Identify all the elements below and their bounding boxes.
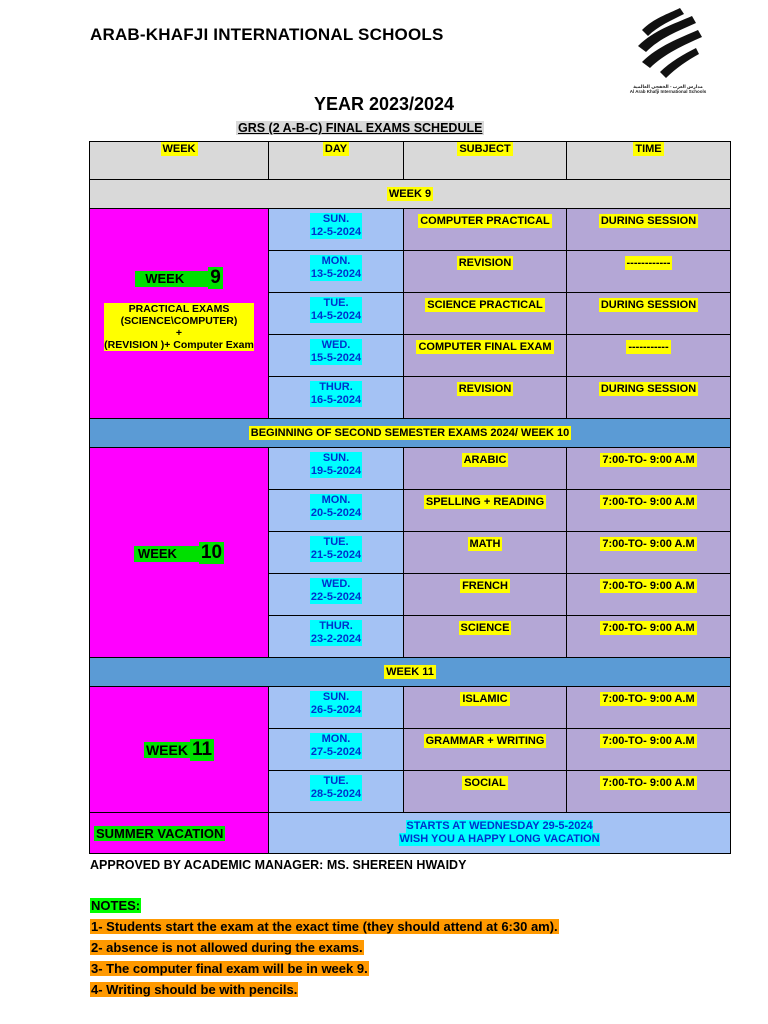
week11-number: 11 (191, 738, 213, 760)
subject-cell: GRAMMAR + WRITING (404, 729, 567, 771)
week9-cell (90, 209, 269, 419)
week10-number: 10 (200, 541, 223, 563)
logo-caption: مدارس العرب - الخفجي العالمية Al Arab Khafji International Schools (629, 84, 707, 94)
week11-banner-row (90, 658, 731, 687)
schedule-subtitle: GRS (2 A-B-C) FINAL EXAMS SCHEDULE (238, 121, 483, 135)
day-cell: WED. 15-5-2024 (269, 335, 404, 377)
summer-vacation-cell: SUMMER VACATION (90, 813, 269, 854)
time-cell: ------------ (567, 251, 731, 293)
note-2: 2- absence is not allowed during the exams. (91, 940, 363, 955)
vacation-message: STARTS AT WEDNESDAY 29-5-2024 WISH YOU A HAPPY LONG VACATION (269, 813, 731, 854)
time-cell: 7:00-TO- 9:00 A.M (567, 616, 731, 658)
week10-cell (90, 448, 269, 658)
school-name: ARAB-KHAFJI INTERNATIONAL SCHOOLS (90, 25, 444, 44)
subject-cell: SOCIAL (404, 771, 567, 813)
time-cell: 7:00-TO- 9:00 A.M (567, 771, 731, 813)
summer-row (90, 813, 731, 854)
header-subject: SUBJECT (404, 142, 567, 180)
subject-cell: COMPUTER FINAL EXAM (404, 335, 567, 377)
time-cell: 7:00-TO- 9:00 A.M (567, 490, 731, 532)
approved-by: APPROVED BY ACADEMIC MANAGER: MS. SHEREEN HWAIDY (90, 858, 467, 872)
subject-cell: MATH (404, 532, 567, 574)
week10-banner: BEGINNING OF SECOND SEMESTER EXAMS 2024/ WEEK 10 (90, 419, 731, 448)
week11-cell (90, 687, 269, 813)
table-header-row (90, 142, 731, 180)
day-cell: THUR. 16-5-2024 (269, 377, 404, 419)
day-cell: WED. 22-5-2024 (269, 574, 404, 616)
time-cell: 7:00-TO- 9:00 A.M (567, 729, 731, 771)
subject-cell: SCIENCE PRACTICAL (404, 293, 567, 335)
header-day: DAY (269, 142, 404, 180)
week9-number: 9 (210, 266, 221, 288)
week11-label: WEEK (145, 741, 188, 758)
table-row (90, 448, 731, 490)
day-cell: TUE. 14-5-2024 (269, 293, 404, 335)
week9-banner: WEEK 9 (90, 180, 731, 209)
time-cell: DURING SESSION (567, 377, 731, 419)
year-title: YEAR 2023/2024 (313, 94, 455, 114)
table-row (90, 209, 731, 251)
time-cell: ----------- (567, 335, 731, 377)
time-cell: 7:00-TO- 9:00 A.M (567, 687, 731, 729)
day-cell: SUN. 19-5-2024 (269, 448, 404, 490)
week10-banner-row (90, 419, 731, 448)
day-cell: TUE. 28-5-2024 (269, 771, 404, 813)
note-1: 1- Students start the exam at the exact time (they should attend at 6:30 am). (91, 919, 558, 934)
day-cell: SUN. 12-5-2024 (269, 209, 404, 251)
subject-cell: SPELLING + READING (404, 490, 567, 532)
week9-banner-row (90, 180, 731, 209)
note-4: 4- Writing should be with pencils. (91, 982, 298, 997)
week10-label: WEEK (134, 546, 199, 562)
time-cell: DURING SESSION (567, 209, 731, 251)
day-cell: MON. 13-5-2024 (269, 251, 404, 293)
day-cell: SUN. 26-5-2024 (269, 687, 404, 729)
week9-label: WEEK (135, 271, 208, 287)
subject-cell: ISLAMIC (404, 687, 567, 729)
day-cell: MON. 27-5-2024 (269, 729, 404, 771)
subject-cell: FRENCH (404, 574, 567, 616)
note-3: 3- The computer final exam will be in week 9. (91, 961, 368, 976)
subject-cell: REVISION (404, 377, 567, 419)
week9-note: PRACTICAL EXAMS (SCIENCE\COMPUTER) + (REVISION )+ Computer Exam (104, 302, 254, 351)
subject-cell: SCIENCE (404, 616, 567, 658)
header-time: TIME (567, 142, 731, 180)
time-cell: 7:00-TO- 9:00 A.M (567, 448, 731, 490)
time-cell: 7:00-TO- 9:00 A.M (567, 574, 731, 616)
notes-heading: NOTES: (91, 898, 141, 913)
header-week: WEEK (90, 142, 269, 180)
week11-banner: WEEK 11 (90, 658, 731, 687)
subject-cell: COMPUTER PRACTICAL (404, 209, 567, 251)
exam-schedule-table (89, 141, 731, 854)
day-cell: MON. 20-5-2024 (269, 490, 404, 532)
table-row (90, 687, 731, 729)
subject-cell: ARABIC (404, 448, 567, 490)
subject-cell: REVISION (404, 251, 567, 293)
time-cell: DURING SESSION (567, 293, 731, 335)
time-cell: 7:00-TO- 9:00 A.M (567, 532, 731, 574)
day-cell: THUR. 23-2-2024 (269, 616, 404, 658)
day-cell: TUE. 21-5-2024 (269, 532, 404, 574)
